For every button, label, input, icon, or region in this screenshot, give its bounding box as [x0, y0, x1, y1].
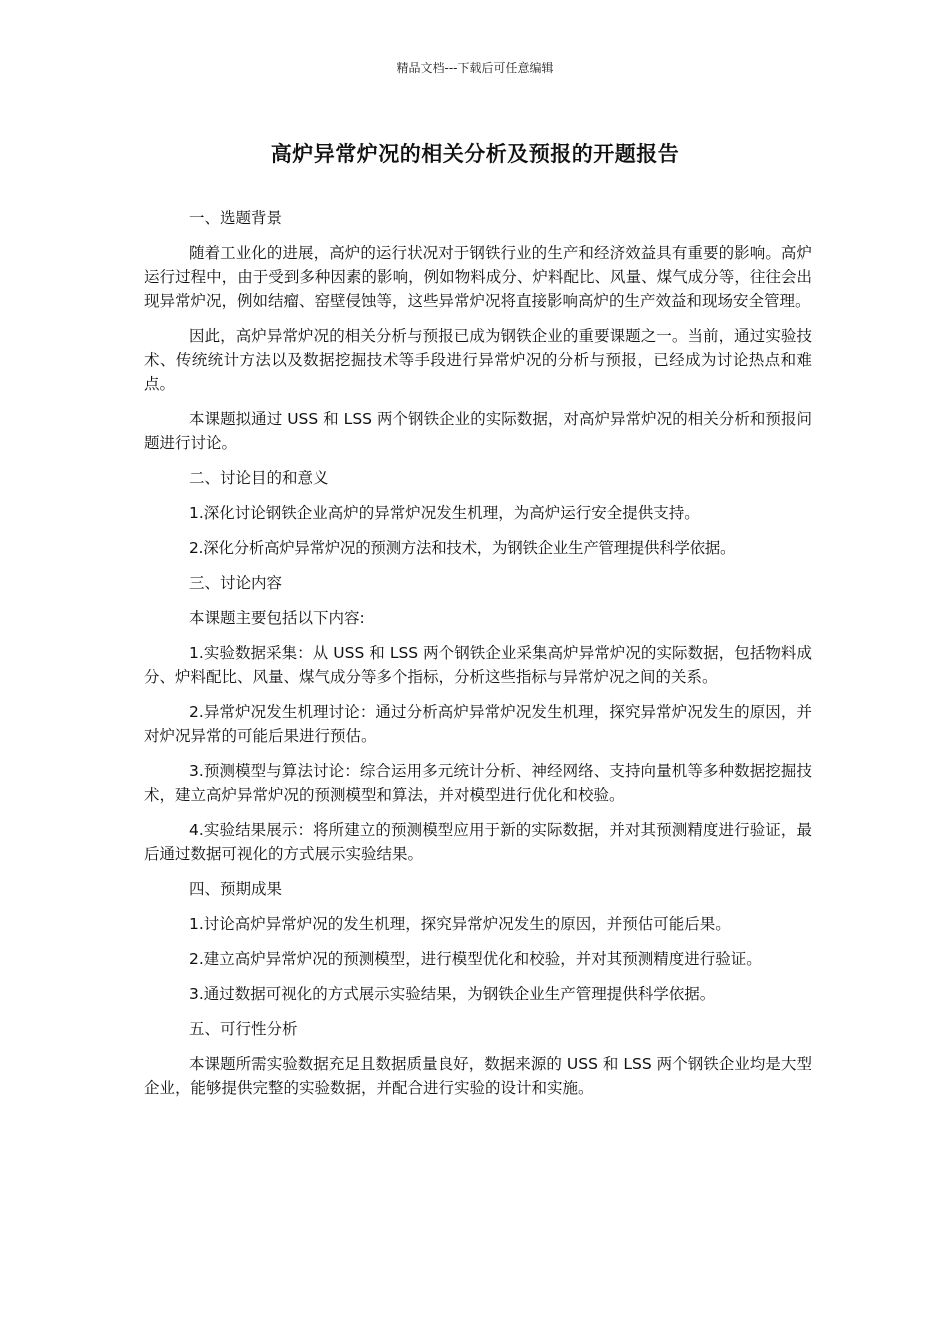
list-item: 3.通过数据可视化的方式展示实验结果，为钢铁企业生产管理提供科学依据。	[189, 985, 716, 1003]
section-heading-feasibility: 五、可行性分析	[189, 1020, 298, 1038]
document-body	[144, 206, 812, 1111]
section-heading-content: 三、讨论内容	[189, 574, 283, 592]
list-item: 1.深化讨论钢铁企业高炉的异常炉况发生机理，为高炉运行安全提供支持。	[189, 504, 700, 522]
section-heading-purpose: 二、讨论目的和意义	[189, 469, 329, 487]
document-title: 高炉异常炉况的相关分析及预报的开题报告	[270, 142, 680, 166]
paragraph: 因此，高炉异常炉况的相关分析与预报已成为钢铁企业的重要课题之一。当前，通过实验技术、传统统计方法以及数据挖掘技术等手段进行异常炉况的分析与预报，已经成为讨论热点和难点。	[144, 327, 812, 393]
list-item: 1.实验数据采集：从 USS 和 LSS 两个钢铁企业采集高炉异常炉况的实际数据，包括物料成分、炉料配比、风量、煤气成分等多个指标，分析这些指标与异常炉况之间的关系。	[144, 644, 812, 686]
paragraph: 本课题主要包括以下内容:	[189, 609, 365, 627]
section-heading-background: 一、选题背景	[189, 209, 283, 227]
paragraph: 随着工业化的进展，高炉的运行状况对于钢铁行业的生产和经济效益具有重要的影响。高炉运行过程中，由于受到多种因素的影响，例如物料成分、炉料配比、风量、煤气成分等，往往会出现异常炉况，例如结瘤、窑壁侵蚀等，这些异常炉况将直接影响高炉的生产效益和现场安全管理。	[144, 244, 812, 310]
paragraph: 本课题拟通过 USS 和 LSS 两个钢铁企业的实际数据，对高炉异常炉况的相关分析和预报问题进行讨论。	[144, 410, 812, 452]
list-item: 3.预测模型与算法讨论：综合运用多元统计分析、神经网络、支持向量机等多种数据挖掘技术，建立高炉异常炉况的预测模型和算法，并对模型进行优化和校验。	[144, 762, 812, 804]
list-item: 2.建立高炉异常炉况的预测模型，进行模型优化和校验，并对其预测精度进行验证。	[189, 950, 762, 968]
list-item: 4.实验结果展示：将所建立的预测模型应用于新的实际数据，并对其预测精度进行验证，最后通过数据可视化的方式展示实验结果。	[144, 821, 812, 863]
list-item: 1.讨论高炉异常炉况的发生机理，探究异常炉况发生的原因，并预估可能后果。	[189, 915, 731, 933]
paragraph: 本课题所需实验数据充足且数据质量良好，数据来源的 USS 和 LSS 两个钢铁企业均是大型企业，能够提供完整的实验数据，并配合进行实验的设计和实施。	[144, 1055, 812, 1097]
section-heading-outcomes: 四、预期成果	[189, 880, 283, 898]
header-note: 精品文档---下载后可任意编辑	[396, 61, 554, 75]
list-item: 2.深化分析高炉异常炉况的预测方法和技术，为钢铁企业生产管理提供科学依据。	[189, 539, 736, 557]
list-item: 2.异常炉况发生机理讨论：通过分析高炉异常炉况发生机理，探究异常炉况发生的原因，并对炉况异常的可能后果进行预估。	[144, 703, 812, 745]
